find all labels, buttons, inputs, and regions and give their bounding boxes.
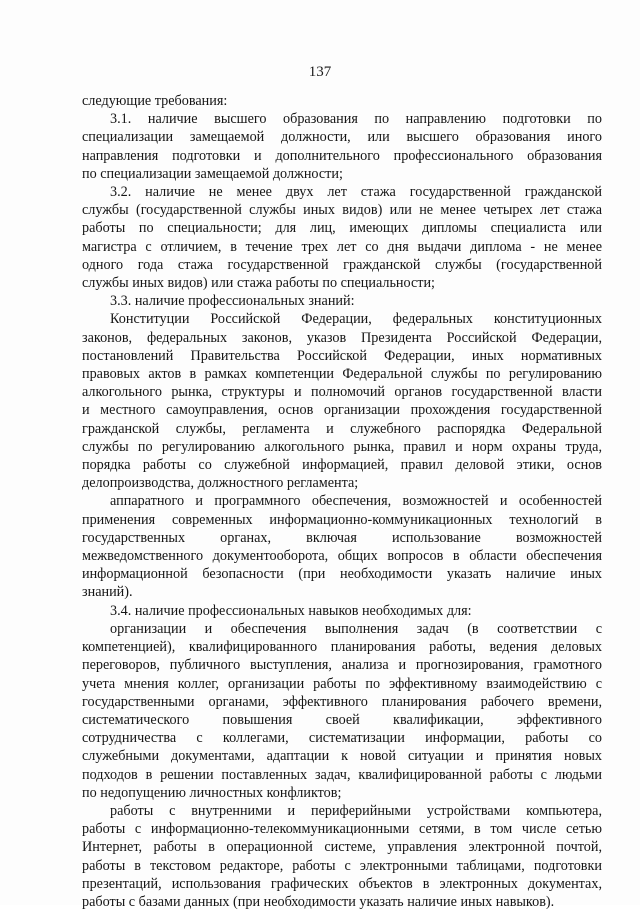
text-line: знаний). [82,584,133,601]
text-line: служебными документами, адаптации к новой ситуации и принятия новых [82,748,602,765]
text-line: порядка работы со служебной информацией, правил деловой этики, основ [82,457,602,474]
text-line: алкогольного рынка, структуры и полномочий органов государственной власти [82,384,602,401]
text-line: государственных органах, включая использование возможностей [82,529,602,546]
text-line: одного года стажа государственной гражданской службы (государственной [82,256,602,273]
text-line: по недопущению личностных конфликтов; [82,784,342,801]
text-line: законов, федеральных законов, указов Президента Российской Федерации, [82,329,602,346]
text-line: работы по специальности; для лиц, имеющих дипломы специалиста или [82,220,602,237]
text-line: специализации замещаемой должности, или высшего образования иного [82,129,602,146]
document-body [82,92,602,911]
text-line: делопроизводства, должностного регламента; [82,475,359,492]
text-line: службы (государственной службы иных видов) или не менее четырех лет стажа [82,202,602,219]
text-line: правовых актов в рамках компетенции Федеральной службы по регулированию [82,366,602,383]
text-line: постановлений Правительства Российской Федерации, иных нормативных [82,347,602,364]
text-line: презентаций, использования графических объектов в электронных документах, [82,875,602,892]
text-line: работы с внутренними и периферийными устройствами компьютера, [110,802,602,819]
text-line: аппаратного и программного обеспечения, возможностей и особенностей [110,493,602,510]
text-line: компетенцией), квалифицированного планирования работы, ведения деловых [82,639,602,656]
text-line: сотрудничества с коллегами, систематизации информации, работы со [82,730,602,747]
text-line: Интернет, работы в операционной системе, управления электронной почтой, [82,839,602,856]
text-line: следующие требования: [82,93,228,109]
text-line: организации и обеспечения выполнения задач (в соответствии с [110,620,602,637]
text-line: систематического повышения своей квалификации, эффективного [82,711,602,728]
text-line: 3.4. наличие профессиональных навыков необходимых для: [110,602,472,619]
text-line: работы с базами данных (при необходимости указать наличие иных навыков). [82,893,555,910]
text-line: работы в текстовом редакторе, работы с электронными таблицами, подготовки [82,857,602,874]
text-line: магистра с отличием, в течение трех лет со дня выдачи диплома - не менее [82,238,602,255]
text-line: работы с информационно-телекоммуникационными сетями, в том числе сетью [82,821,602,838]
text-line: 3.1. наличие высшего образования по направлению подготовки по [110,111,602,128]
text-line: 3.3. наличие профессиональных знаний: [110,293,355,310]
text-line: службы по регулированию алкогольного рынка, правил и норм охраны труда, [82,438,602,455]
text-line: информационной безопасности (при необходимости указать наличие иных [82,566,602,583]
text-line: применения современных информационно-коммуникационных технологий в [82,511,602,528]
text-line: учета мнения коллег, организации работы по эффективному взаимодействию с [82,675,602,692]
text-line: переговоров, публичного выступления, анализа и прогнозирования, грамотного [82,657,602,674]
text-line: государственными органами, эффективного планирования рабочего времени, [82,693,602,710]
text-line: Конституции Российской Федерации, федеральных конституционных [110,311,602,328]
text-line: гражданской службы, регламента и служебного распорядка Федеральной [82,420,602,437]
page-number: 137 [308,64,332,80]
text-line: и местного самоуправления, основ организации прохождения государственной [82,402,602,419]
text-line: межведомственного документооборота, общих вопросов в области обеспечения [82,548,602,565]
text-line: по специализации замещаемой должности; [82,165,343,182]
text-line: направления подготовки и дополнительного профессионального образования [82,147,602,164]
text-line: 3.2. наличие не менее двух лет стажа государственной гражданской [110,184,602,201]
text-line: службы иных видов) или стажа работы по специальности; [82,275,435,292]
text-line: подходов в решении поставленных задач, квалифицированной работы с людьми [82,766,602,783]
